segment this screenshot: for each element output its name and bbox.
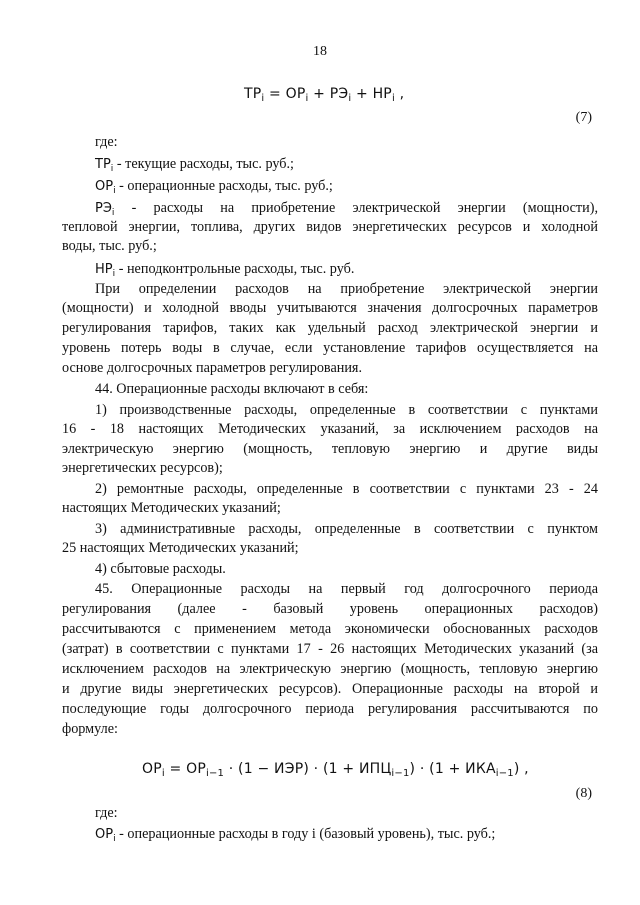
definition-np: $НР_i$ - неподконтрольные расходы, тыс. руб. xyxy=(95,261,355,279)
definition-op-base: $ОР_i$ - операционные расходы в году i (базовый уровень), тыс. руб.; xyxy=(95,826,496,844)
clause-45-line: (затрат) в соответствии с пунктами 17 - 26 настоящих Методических указаний (за xyxy=(62,641,598,657)
formula-7: $ТР_i = ОР_i + РЭ_i + НР_i$ , xyxy=(244,86,405,104)
equation-number-7: (7) xyxy=(575,110,592,125)
equation-number-8: (8) xyxy=(575,786,592,801)
item-1-line: энергетических ресурсов); xyxy=(62,460,223,476)
clause-44: 44. Операционные расходы включают в себя: xyxy=(95,381,369,397)
item-2-line: 2) ремонтные расходы, определенные в соответствии с пунктами 23 - 24 xyxy=(95,481,598,497)
paragraph-line: основе долгосрочных параметров регулирования. xyxy=(62,360,362,376)
item-1-line: 1) производственные расходы, определенные в соответствии с пунктами xyxy=(95,402,598,418)
clause-45-line: 45. Операционные расходы на первый год долгосрочного периода xyxy=(95,581,598,597)
item-1-line: электрическую энергию (мощность, тепловую энергию и другие виды xyxy=(62,441,598,457)
definition-re-line2: тепловой энергии, топлива, других видов энергетических ресурсов и холодной xyxy=(62,219,598,235)
item-4: 4) сбытовые расходы. xyxy=(95,561,226,577)
clause-45-line: последующие годы долгосрочного периода регулирования рассчитываются по xyxy=(62,701,598,717)
clause-45-line: исключением расходов на электрическую энергию (мощность, тепловую энергию xyxy=(62,661,598,677)
clause-45-line: и другие виды энергетических ресурсов). Операционные расходы на второй и xyxy=(62,681,598,697)
paragraph-line: уровень потерь воды в случае, если установление тарифов осуществляется на xyxy=(62,340,598,356)
clause-45-line: регулирования (далее - базовый уровень операционных расходов) xyxy=(62,601,598,617)
where-label: где: xyxy=(95,134,118,150)
paragraph-line: (мощности) и холодной вводы учитываются значения долгосрочных параметров xyxy=(62,300,598,316)
definition-tp: $ТР_i$ - текущие расходы, тыс. руб.; xyxy=(95,156,294,174)
formula-8: $ОР_i = ОР_{i-1} \cdot (1 - ИЭР) \cdot (1 + ИПЦ_{i-1}) \cdot (1 + ИКА_{i-1})$ , xyxy=(142,761,529,779)
item-2-line: настоящих Методических указаний; xyxy=(62,500,281,516)
clause-45-line: рассчитываются с применением метода экономически обоснованных расходов xyxy=(62,621,598,637)
where-label: где: xyxy=(95,805,118,821)
definition-op: $ОР_i$ - операционные расходы, тыс. руб.; xyxy=(95,178,333,196)
item-1-line: 16 - 18 настоящих Методических указаний, за исключением расходов на xyxy=(62,421,598,437)
item-3-line: 25 настоящих Методических указаний; xyxy=(62,540,299,556)
definition-re-line1: $РЭ_i$ - расходы на приобретение электрической энергии (мощности), xyxy=(95,200,598,218)
item-3-line: 3) административные расходы, определенные в соответствии с пунктом xyxy=(95,521,598,537)
definition-re-line3: воды, тыс. руб.; xyxy=(62,238,157,254)
clause-45-line: формуле: xyxy=(62,721,118,737)
paragraph-line: При определении расходов на приобретение электрической энергии xyxy=(95,281,598,297)
paragraph-line: регулирования тарифов, таких как удельный расход электрической энергии и xyxy=(62,320,598,336)
page-number: 18 xyxy=(313,44,327,59)
